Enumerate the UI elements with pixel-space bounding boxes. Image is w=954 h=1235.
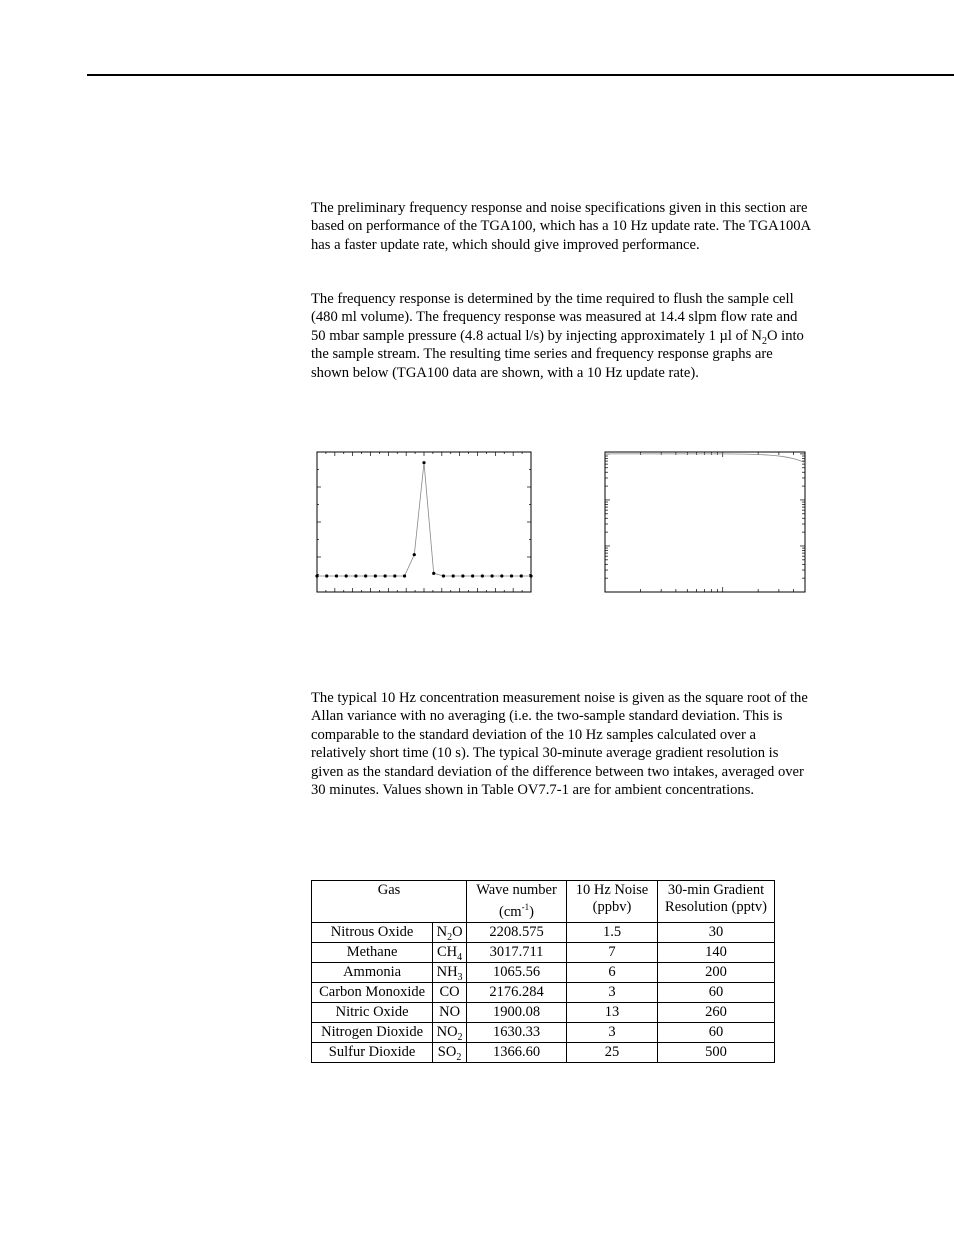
formula-tail: O <box>452 923 463 940</box>
frequency-response-text-b: O into the sample stream. The resulting time series and frequency response graphs are shown below (TGA100 data are shown, with a 10 Hz update rate). <box>311 327 804 381</box>
n2o-subscript: 2 <box>761 335 767 347</box>
header-wave-unit-sup: -1 <box>521 902 530 912</box>
data-point <box>461 574 464 577</box>
time-series-chart <box>310 448 540 600</box>
data-point <box>325 574 328 577</box>
data-point <box>335 574 338 577</box>
gas-name: Sulfur Dioxide <box>312 1042 433 1062</box>
formula-subscript: 2 <box>447 931 453 943</box>
time-series-ticks <box>317 452 531 592</box>
table-row <box>312 982 775 1002</box>
formula-main: NO <box>436 1023 458 1040</box>
table-row <box>312 1022 775 1042</box>
gas-name: Nitrogen Dioxide <box>312 1022 433 1042</box>
formula-main: CO <box>439 983 460 1000</box>
header-wave-number <box>467 881 567 923</box>
gas-name: Methane <box>312 942 433 962</box>
noise-value: 3 <box>567 1022 658 1042</box>
noise-value: 3 <box>567 982 658 1002</box>
gas-name: Carbon Monoxide <box>312 982 433 1002</box>
wave-number: 3017.711 <box>467 942 567 962</box>
formula-main: SO <box>437 1043 457 1060</box>
table-row <box>312 922 775 942</box>
gas-name: Ammonia <box>312 962 433 982</box>
data-point <box>315 574 318 577</box>
frequency-response-line <box>605 454 805 463</box>
frequency-response-ticks <box>605 452 805 592</box>
noise-value: 1.5 <box>567 922 658 942</box>
data-point <box>510 574 513 577</box>
noise-value: 13 <box>567 1002 658 1022</box>
frequency-response-paragraph <box>311 290 811 382</box>
formula-main: N <box>436 923 448 940</box>
data-point <box>490 574 493 577</box>
gradient-value: 500 <box>658 1042 775 1062</box>
data-point <box>422 461 425 464</box>
time-series-points <box>315 461 532 578</box>
header-noise <box>567 881 658 923</box>
data-point <box>500 574 503 577</box>
gas-specifications-table <box>311 880 775 1063</box>
gas-formula <box>433 922 467 942</box>
data-point <box>354 574 357 577</box>
table-row <box>312 1002 775 1022</box>
header-noise-unit: (ppbv) <box>592 899 632 915</box>
gradient-value: 60 <box>658 982 775 1002</box>
noise-paragraph: The typical 10 Hz concentration measurement noise is given as the square root of the Allan variance with no averaging (i.e. the two-sample standard deviation. This is comparable to the standard deviation of the 10 Hz samples calculated over a relatively short time (10 s). The typical 30-minute average gradient resolution is given as the standard deviation of the difference between two intakes, averaged over 30 minutes. Values shown in Table OV7.7-1 are for ambient concentrations. <box>311 690 808 799</box>
formula-main: NH <box>436 963 458 980</box>
wave-number: 1065.56 <box>467 962 567 982</box>
data-point <box>520 574 523 577</box>
data-point <box>374 574 377 577</box>
wave-number: 1900.08 <box>467 1002 567 1022</box>
gas-formula <box>433 982 467 1002</box>
data-point <box>481 574 484 577</box>
frequency-response-text-a: The frequency response is determined by the time required to flush the sample cell (480 ml volume). The frequency response was measured at 14.4 slpm flow rate and 50 mbar sample pressure (4.8 actual l/s) by injecting approximately 1 µl of N <box>311 291 798 344</box>
gradient-value: 260 <box>658 1002 775 1022</box>
table-row <box>312 1042 775 1062</box>
data-point <box>413 553 416 556</box>
data-point <box>393 574 396 577</box>
table-body <box>312 922 775 1062</box>
data-point <box>442 574 445 577</box>
gas-formula <box>433 1022 467 1042</box>
gas-formula <box>433 962 467 982</box>
frequency-response-chart <box>598 448 812 600</box>
wave-number: 1366.60 <box>467 1042 567 1062</box>
gas-formula <box>433 1042 467 1062</box>
data-point <box>529 574 532 577</box>
table-row <box>312 962 775 982</box>
noise-value: 6 <box>567 962 658 982</box>
table-header-row <box>312 881 775 923</box>
header-rule <box>87 74 954 76</box>
gas-formula <box>433 942 467 962</box>
formula-main: CH <box>437 943 458 960</box>
data-point <box>452 574 455 577</box>
data-point <box>403 574 406 577</box>
header-wave-unit-open: (cm <box>499 903 522 920</box>
time-series-frame <box>317 452 531 592</box>
data-point <box>345 574 348 577</box>
wave-number: 1630.33 <box>467 1022 567 1042</box>
data-point <box>432 572 435 575</box>
wave-number: 2208.575 <box>467 922 567 942</box>
header-gradient <box>658 881 775 923</box>
data-point <box>471 574 474 577</box>
gas-name: Nitric Oxide <box>312 1002 433 1022</box>
frequency-response-frame <box>605 452 805 592</box>
intro-paragraph: The preliminary frequency response and noise specifications given in this section are based on performance of the TGA100, which has a 10 Hz update rate. The TGA100A has a faster update rate, which should give improved performance. <box>311 200 811 253</box>
wave-number: 2176.284 <box>467 982 567 1002</box>
table-row <box>312 942 775 962</box>
data-point <box>383 574 386 577</box>
formula-subscript: 3 <box>457 971 463 983</box>
gradient-value: 30 <box>658 922 775 942</box>
data-point <box>364 574 367 577</box>
gas-name: Nitrous Oxide <box>312 922 433 942</box>
formula-main: NO <box>439 1003 461 1020</box>
header-gas: Gas <box>312 881 467 923</box>
formula-subscript: 2 <box>456 1051 462 1063</box>
time-series-line <box>317 463 531 576</box>
header-wave-unit-close: ) <box>529 903 534 920</box>
formula-subscript: 4 <box>457 951 463 963</box>
header-gradient-label: 30-min Gradient <box>667 882 765 898</box>
gas-formula <box>433 1002 467 1022</box>
noise-value: 25 <box>567 1042 658 1062</box>
header-noise-label: 10 Hz Noise <box>575 882 649 898</box>
header-gradient-unit: Resolution (pptv) <box>665 899 767 915</box>
noise-value: 7 <box>567 942 658 962</box>
gradient-value: 140 <box>658 942 775 962</box>
header-wave-number-label: Wave number <box>476 882 557 898</box>
formula-subscript: 2 <box>457 1031 463 1043</box>
gradient-value: 200 <box>658 962 775 982</box>
gradient-value: 60 <box>658 1022 775 1042</box>
